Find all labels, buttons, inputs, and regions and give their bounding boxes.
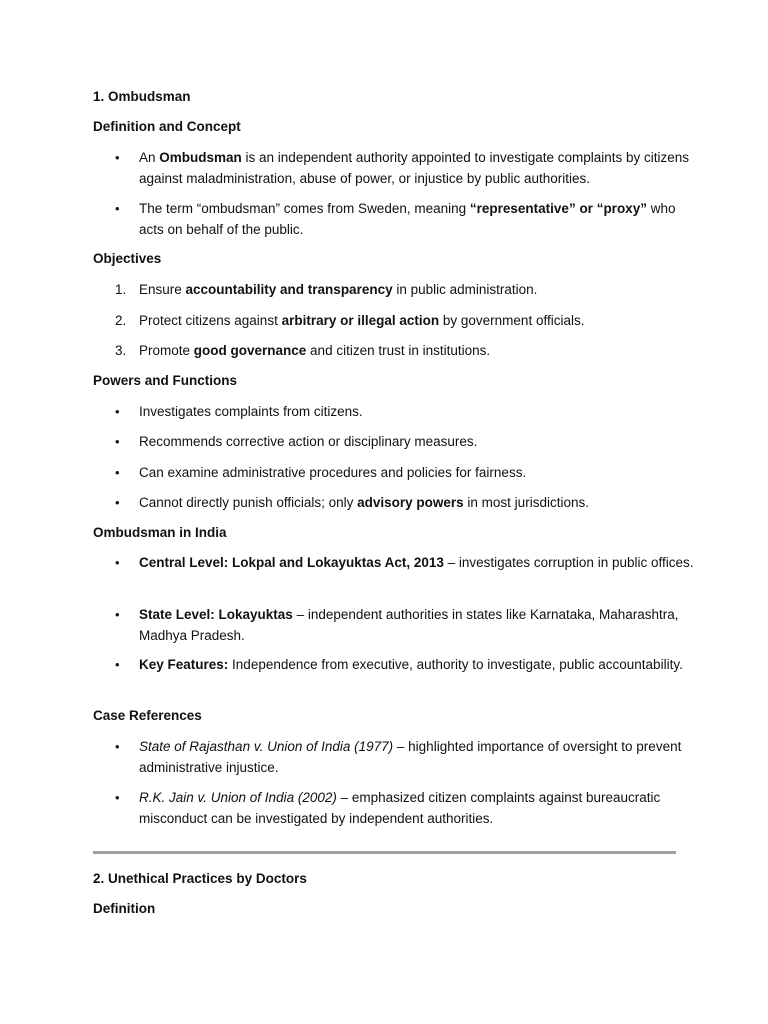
text-part: Investigates complaints from citizens. bbox=[139, 404, 363, 419]
bold-text: State Level: Lokayuktas bbox=[139, 607, 293, 622]
text-part: in public administration. bbox=[392, 282, 538, 297]
text-part: is an independent authority appointed to investigate complaints by citizens against maladministration, abuse of power, or injustice by public authorities. bbox=[139, 150, 690, 186]
number-marker: 1. bbox=[115, 282, 127, 297]
bullet-marker: • bbox=[115, 739, 120, 754]
india-bullet-1 bbox=[115, 552, 699, 573]
india-bullet-2 bbox=[115, 604, 699, 646]
india-bullet-3 bbox=[115, 654, 699, 675]
bullet-marker: • bbox=[115, 150, 120, 165]
number-marker: 2. bbox=[115, 313, 127, 328]
india-heading: Ombudsman in India bbox=[93, 525, 227, 540]
cases-heading: Case References bbox=[93, 708, 202, 723]
text-part: The term “ombudsman” comes from Sweden, meaning bbox=[139, 201, 470, 216]
bullet-marker: • bbox=[115, 555, 120, 570]
powers-bullet-3 bbox=[115, 462, 699, 483]
definition-bullet-1 bbox=[115, 147, 699, 189]
objective-3 bbox=[115, 340, 699, 361]
definition-bullet-2 bbox=[115, 198, 699, 240]
case-bullet-1 bbox=[115, 736, 699, 778]
bullet-marker: • bbox=[115, 657, 120, 672]
bullet-marker: • bbox=[115, 201, 120, 216]
bullet-marker: • bbox=[115, 495, 120, 510]
section-2-definition-heading: Definition bbox=[93, 901, 156, 916]
text-part: – emphasized citizen complaints against bureaucratic misconduct can be investigated by independent authorities. bbox=[139, 790, 661, 826]
text-part: in most jurisdictions. bbox=[463, 495, 589, 510]
powers-bullet-1 bbox=[115, 401, 699, 422]
section-divider bbox=[93, 851, 676, 854]
text-part: Protect citizens against bbox=[139, 313, 282, 328]
bullet-marker: • bbox=[115, 790, 120, 805]
objectives-heading: Objectives bbox=[93, 251, 162, 266]
text-part: Promote bbox=[139, 343, 194, 358]
bold-text: advisory powers bbox=[357, 495, 464, 510]
text-part: Cannot directly punish officials; only bbox=[139, 495, 358, 510]
bold-text: arbitrary or illegal action bbox=[281, 313, 440, 328]
case-name: State of Rajasthan v. Union of India (1977) bbox=[139, 739, 394, 754]
bold-text: Ombudsman bbox=[159, 150, 242, 165]
definition-heading: Definition and Concept bbox=[93, 119, 241, 134]
objective-1 bbox=[115, 279, 699, 300]
text-part: – investigates corruption in public offices. bbox=[443, 555, 694, 570]
text-part: Independence from executive, authority to investigate, public accountability. bbox=[228, 657, 683, 672]
section-2-title: 2. Unethical Practices by Doctors bbox=[93, 871, 307, 886]
text-part: by government officials. bbox=[439, 313, 585, 328]
bold-text: Central Level: Lokpal and Lokayuktas Act, 2013 bbox=[139, 555, 444, 570]
case-bullet-2 bbox=[115, 787, 699, 829]
bold-text: accountability and transparency bbox=[185, 282, 393, 297]
objective-2 bbox=[115, 310, 699, 331]
bullet-marker: • bbox=[115, 607, 120, 622]
text-part: and citizen trust in institutions. bbox=[306, 343, 491, 358]
bold-text: good governance bbox=[193, 343, 307, 358]
text-part: Ensure bbox=[139, 282, 186, 297]
text-part: Can examine administrative procedures and policies for fairness. bbox=[139, 465, 527, 480]
bold-text: “representative” or “proxy” bbox=[469, 201, 647, 216]
bold-text: Key Features: bbox=[139, 657, 229, 672]
bullet-marker: • bbox=[115, 465, 120, 480]
bullet-marker: • bbox=[115, 434, 120, 449]
bullet-marker: • bbox=[115, 404, 120, 419]
powers-bullet-4 bbox=[115, 492, 699, 513]
number-marker: 3. bbox=[115, 343, 127, 358]
powers-bullet-2 bbox=[115, 431, 699, 452]
case-name: R.K. Jain v. Union of India (2002) bbox=[139, 790, 337, 805]
text-part: – independent authorities in states like Karnataka, Maharashtra, Madhya Pradesh. bbox=[139, 607, 679, 643]
text-part: – highlighted importance of oversight to prevent administrative injustice. bbox=[139, 739, 682, 775]
text-part: who acts on behalf of the public. bbox=[139, 201, 676, 237]
text-part: Recommends corrective action or disciplinary measures. bbox=[139, 434, 478, 449]
text-part: An bbox=[139, 150, 160, 165]
powers-heading: Powers and Functions bbox=[93, 373, 238, 388]
section-1-title: 1. Ombudsman bbox=[93, 89, 191, 104]
